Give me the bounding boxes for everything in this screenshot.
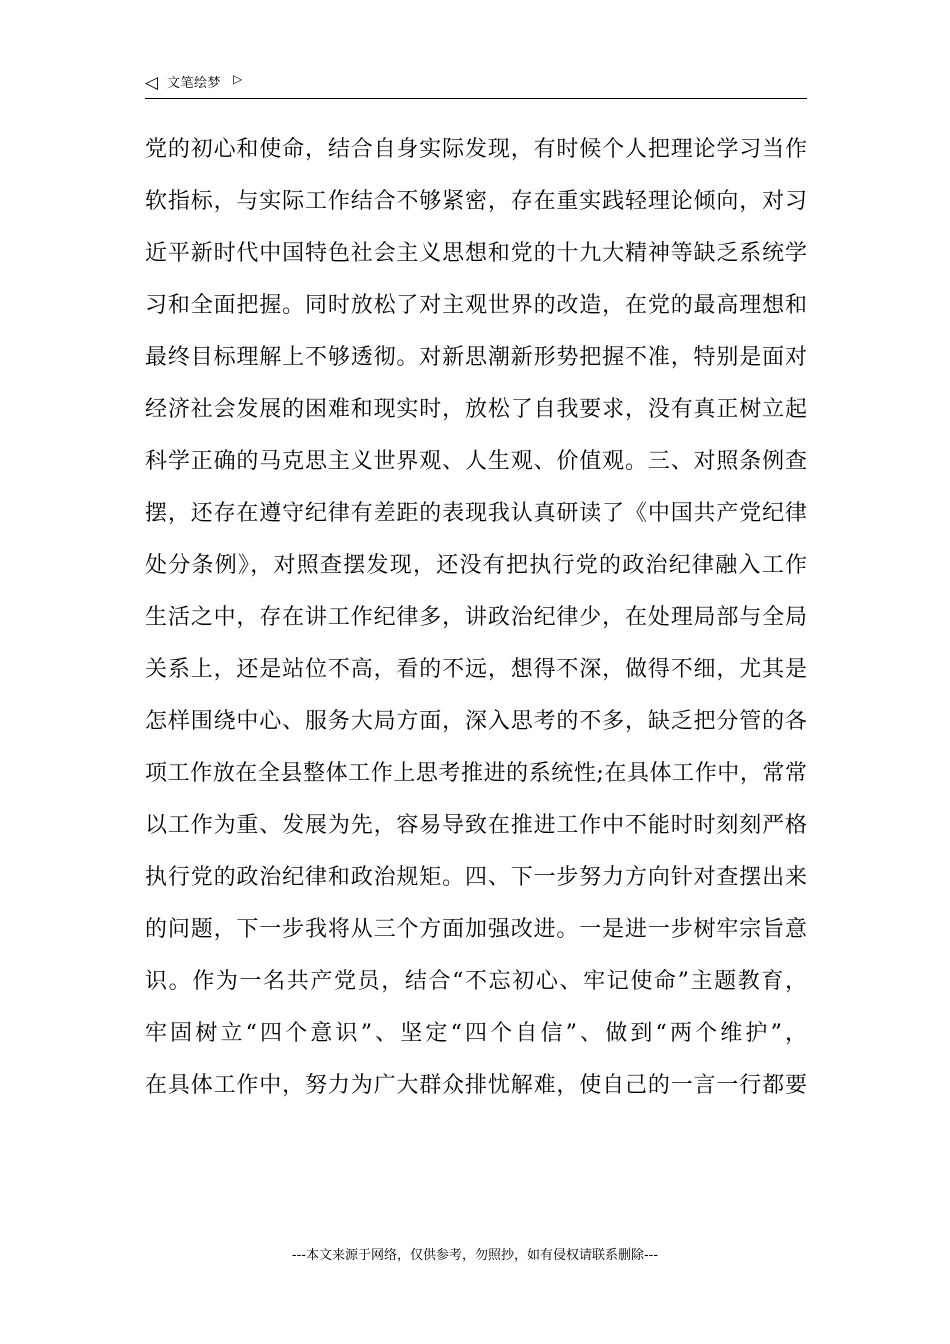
text-line: 在具体工作中，努力为广大群众排忧解难，使自己的一言一行都要	[145, 1073, 807, 1098]
text-line: 项工作放在全县整体工作上思考推进的系统性;在具体工作中，常常	[145, 761, 807, 786]
text-line: 牢固树立“四个意识”、坚定“四个自信”、做到“两个维护”，	[145, 1021, 807, 1046]
text-line: 摆，还存在遵守纪律有差距的表现我认真研读了《中国共产党纪律	[145, 501, 807, 526]
header-brand: 文笔绘梦	[167, 76, 222, 91]
text-line: 最终目标理解上不够透彻。对新思潮新形势把握不准，特别是面对	[145, 345, 807, 370]
footer-notice: ---本文来源于网络，仅供参考，勿照抄，如有侵权请联系删除---	[291, 1248, 659, 1263]
text-line: 科学正确的马克思主义世界观、人生观、价值观。三、对照条例查	[145, 449, 807, 474]
text-line: 近平新时代中国特色社会主义思想和党的十九大精神等缺乏系统学	[145, 241, 807, 266]
text-line: 经济社会发展的困难和现实时，放松了自我要求，没有真正树立起	[145, 397, 807, 422]
text-line: 的问题，下一步我将从三个方面加强改进。一是进一步树牢宗旨意	[145, 917, 807, 942]
triangle-right-outline-icon: ▷	[233, 72, 243, 86]
text-line: 识。作为一名共产党员，结合“不忘初心、牢记使命”主题教育，	[145, 969, 807, 994]
body-text	[145, 124, 807, 1112]
text-line: 怎样围绕中心、服务大局方面，深入思考的不多，缺乏把分管的各	[145, 709, 807, 734]
text-line: 软指标，与实际工作结合不够紧密，存在重实践轻理论倾向，对习	[145, 189, 807, 214]
text-line: 处分条例》，对照查摆发现，还没有把执行党的政治纪律融入工作	[145, 553, 807, 578]
text-line: 执行党的政治纪律和政治规矩。四、下一步努力方向针对查摆出来	[145, 865, 807, 890]
text-line: 习和全面把握。同时放松了对主观世界的改造，在党的最高理想和	[145, 293, 807, 318]
text-line: 以工作为重、发展为先，容易导致在推进工作中不能时时刻刻严格	[145, 813, 807, 838]
text-line: 生活之中，存在讲工作纪律多，讲政治纪律少，在处理局部与全局	[145, 605, 807, 630]
text-line: 党的初心和使命，结合自身实际发现，有时候个人把理论学习当作	[145, 137, 807, 162]
triangle-left-outline-icon: ◁	[145, 73, 159, 93]
text-line: 关系上，还是站位不高，看的不远，想得不深，做得不细，尤其是	[145, 657, 807, 682]
page-header	[145, 72, 807, 99]
